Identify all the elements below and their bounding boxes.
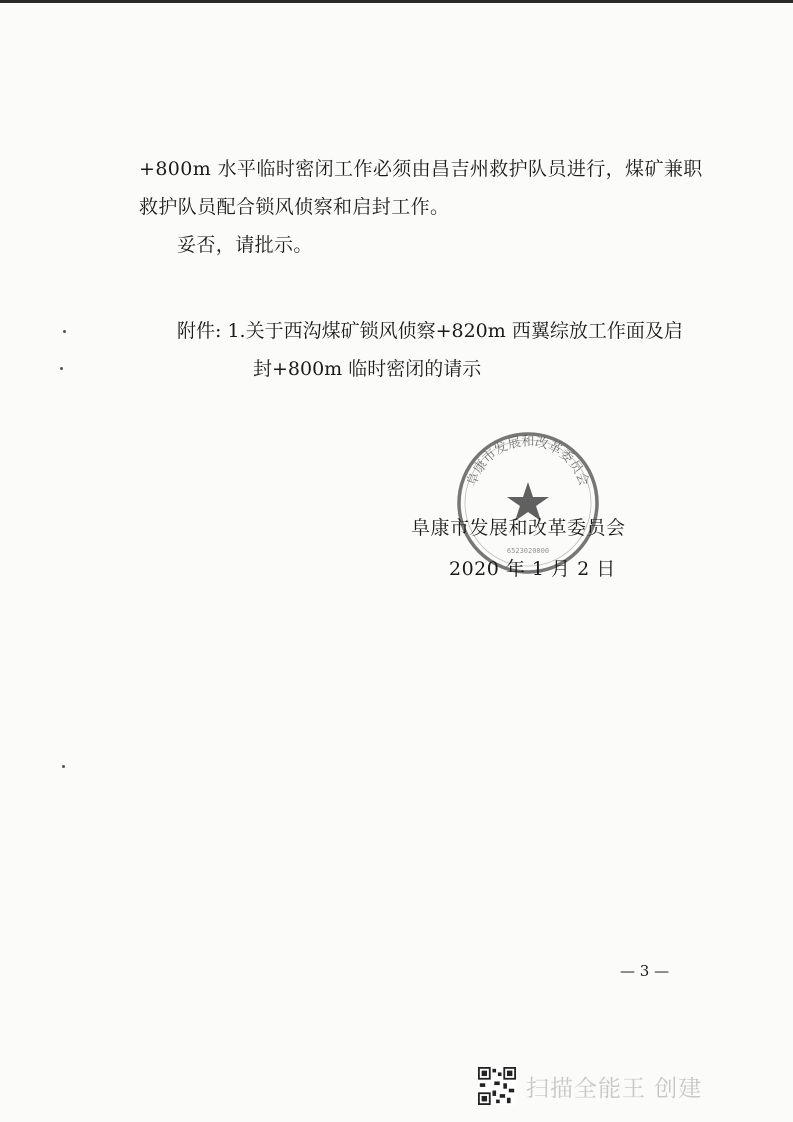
scan-speck: [62, 765, 65, 768]
seal-text: 阜康市发展和改革委员会: [464, 434, 592, 489]
request-line: 妥否，请批示。: [177, 234, 313, 256]
scan-edge: [0, 0, 793, 3]
signature-date: 2020 年 1 月 2 日: [449, 558, 616, 580]
scan-speck: [63, 330, 66, 333]
scanner-footer: [478, 1066, 702, 1106]
body-line-2: 救护队员配合锁风侦察和启封工作。: [139, 196, 450, 218]
qr-code-icon: [478, 1067, 516, 1105]
signature-organization: 阜康市发展和改革委员会: [411, 517, 626, 539]
attachment-line-1: [177, 312, 683, 350]
attachment-line-2: 封+800m 临时密闭的请示: [253, 358, 482, 380]
body-paragraph: [139, 150, 703, 226]
page-number: — 3 —: [620, 962, 670, 980]
scan-speck: [60, 367, 63, 370]
attachment-label: 附件:: [177, 320, 222, 342]
attachment-item: 1.关于西沟煤矿锁风侦察+820m 西翼综放工作面及启: [227, 320, 683, 342]
body-line-1: +800m 水平临时密闭工作必须由昌吉州救护队员进行，煤矿兼职: [139, 158, 703, 180]
svg-text:6523020000: 6523020000: [506, 547, 550, 555]
scanner-watermark: 扫描全能王 创建: [526, 1075, 703, 1102]
svg-text:阜康市发展和改革委员会: [465, 435, 591, 488]
